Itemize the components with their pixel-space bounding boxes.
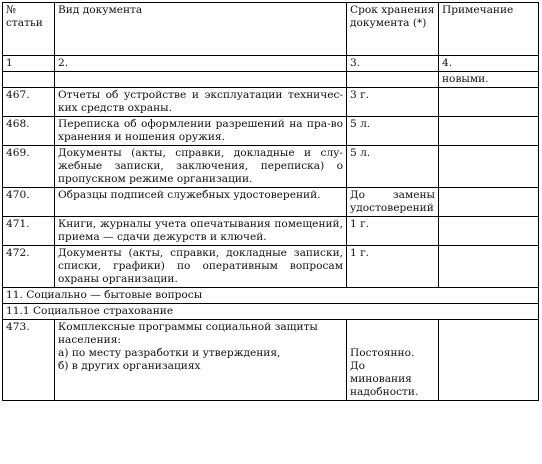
document-subitem: а) по месту разработки и утверждения, [58, 347, 281, 359]
continuation-cell-2 [55, 72, 347, 88]
article-number: 473. [3, 320, 55, 401]
document-subitem: б) в других организациях [58, 360, 201, 372]
header-document-type: Вид документа [55, 3, 347, 56]
numbering-cell-1: 1 [3, 56, 55, 72]
document-page [2, 2, 539, 401]
section-heading-row [3, 304, 539, 320]
records-retention-table [2, 2, 539, 401]
table-row [3, 88, 539, 117]
document-type: Переписка об оформлении разрешений на пра-во хранения и ношения оружия. [55, 117, 347, 146]
retention-term-line: До замены [350, 189, 435, 201]
continuation-cell-3 [347, 72, 439, 88]
numbering-cell-4: 4. [439, 56, 539, 72]
retention-term-line: удостоверений [350, 202, 434, 214]
section-heading-row [3, 288, 539, 304]
retention-term-line: надобности. [350, 386, 419, 398]
numbering-cell-3: 3. [347, 56, 439, 72]
document-type: Документы (акты, справки, докладные записки, списки, графики) по оперативным вопросам охраны организации. [55, 246, 347, 288]
continuation-note: новыми. [439, 72, 539, 88]
article-number: 468. [3, 117, 55, 146]
note [439, 117, 539, 146]
note [439, 88, 539, 117]
continuation-row [3, 72, 539, 88]
header-article-number [3, 3, 55, 56]
article-number: 471. [3, 217, 55, 246]
table-header-row [3, 3, 539, 56]
table-row [3, 246, 539, 288]
retention-term: 5 л. [347, 117, 439, 146]
table-row [3, 146, 539, 188]
document-type: Книги, журналы учета опечатывания помещений, приема — сдачи дежурств и ключей. [55, 217, 347, 246]
document-type: Отчеты об устройстве и эксплуатации техничес-ких средств охраны. [55, 88, 347, 117]
continuation-cell-1 [3, 72, 55, 88]
header-num-symbol: № [6, 4, 17, 16]
table-row [3, 188, 539, 217]
document-type: Документы (акты, справки, докладные и слу-жебные записки, заключения, переписка) о пропускном режиме организации. [55, 146, 347, 188]
document-type [55, 320, 347, 401]
header-retention-term: Срок хранения документа (*) [347, 3, 439, 56]
numbering-cell-2: 2. [55, 56, 347, 72]
note [439, 146, 539, 188]
article-number: 467. [3, 88, 55, 117]
article-number: 472. [3, 246, 55, 288]
table-row [3, 320, 539, 401]
retention-term: 1 г. [347, 246, 439, 288]
article-number: 470. [3, 188, 55, 217]
note [439, 320, 539, 401]
retention-term: 1 г. [347, 217, 439, 246]
table-row [3, 217, 539, 246]
article-number: 469. [3, 146, 55, 188]
note [439, 217, 539, 246]
retention-term: 3 г. [347, 88, 439, 117]
section-heading: 11.1 Социальное страхование [3, 304, 539, 320]
numbering-row [3, 56, 539, 72]
retention-term [347, 320, 439, 401]
retention-term: 5 л. [347, 146, 439, 188]
header-num-label: статьи [6, 17, 43, 29]
section-heading: 11. Социально — бытовые вопросы [3, 288, 539, 304]
retention-term-line: минования [350, 373, 412, 385]
header-note: Примечание [439, 3, 539, 56]
document-type-text: Комплексные программы социальной защиты населения: [58, 321, 318, 346]
spacer [58, 373, 343, 399]
note [439, 246, 539, 288]
note [439, 188, 539, 217]
retention-term-line: Постоянно. [350, 347, 415, 359]
retention-term [347, 188, 439, 217]
table-row [3, 117, 539, 146]
retention-term-line: До [350, 360, 365, 372]
document-type: Образцы подписей служебных удостоверений. [55, 188, 347, 217]
